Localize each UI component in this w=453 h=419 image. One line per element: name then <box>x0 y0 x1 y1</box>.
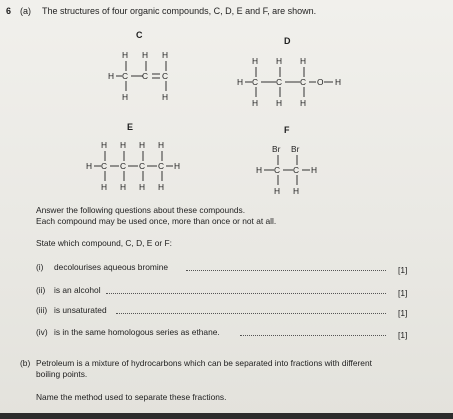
atom-c: C <box>101 161 108 171</box>
atom-h: H <box>311 165 318 175</box>
part-iv-mark: [1] <box>398 330 408 340</box>
atom-c: C <box>158 161 165 171</box>
answer-line-ii[interactable] <box>106 293 386 294</box>
instruction-line-3: State which compound, C, D, E or F: <box>36 238 172 248</box>
part-iv-text: is in the same homologous series as ethane. <box>54 327 220 337</box>
answer-line-i[interactable] <box>186 270 386 271</box>
atom-c: C <box>300 77 307 87</box>
atom-h: H <box>300 56 307 66</box>
atom-h: H <box>158 140 165 150</box>
atom-h: H <box>276 98 283 108</box>
part-iii-text: is unsaturated <box>54 305 107 315</box>
atom-br: Br <box>272 144 281 154</box>
atom-c: C <box>274 165 281 175</box>
part-i-mark: [1] <box>398 265 408 275</box>
instruction-line-2: Each compound may be used once, more than once or not at all. <box>36 216 277 226</box>
atom-h: H <box>252 56 259 66</box>
part-i-text: decolourises aqueous bromine <box>54 262 169 272</box>
part-i-number: (i) <box>36 262 44 272</box>
part-iii-number: (iii) <box>36 305 48 315</box>
atom-h: H <box>101 140 108 150</box>
atom-c: C <box>293 165 300 175</box>
compound-label-e: E <box>127 122 134 132</box>
atom-c: C <box>142 71 149 81</box>
answer-line-iv[interactable] <box>240 335 386 336</box>
compound-label-d: D <box>284 36 291 46</box>
atom-h: H <box>142 50 149 60</box>
atom-h: H <box>274 186 281 196</box>
question-intro: The structures of four organic compounds, C, D, E and F, are shown. <box>42 6 317 16</box>
compound-f-bonds <box>264 155 310 185</box>
part-b-line-2: boiling points. <box>36 369 88 379</box>
atom-h: H <box>335 77 342 87</box>
part-b-line-1: Petroleum is a mixture of hydrocarbons which can be separated into fractions with different <box>36 358 372 368</box>
atom-h: H <box>101 182 108 192</box>
compound-label-c: C <box>136 30 143 40</box>
atom-h: H <box>174 161 181 171</box>
part-ii-text: is an alcohol <box>54 285 101 295</box>
question-number: 6 <box>6 6 12 16</box>
instruction-line-1: Answer the following questions about these compounds. <box>36 205 246 215</box>
atom-o: O <box>317 77 324 87</box>
desk-edge <box>0 413 453 419</box>
atom-h: H <box>276 56 283 66</box>
atom-h: H <box>158 182 165 192</box>
part-a-label: (a) <box>20 6 31 16</box>
atom-h: H <box>108 71 115 81</box>
atom-h: H <box>122 92 129 102</box>
atom-c: C <box>139 161 146 171</box>
part-ii-mark: [1] <box>398 288 408 298</box>
atom-c: C <box>120 161 127 171</box>
atom-br: Br <box>291 144 300 154</box>
part-ii-number: (ii) <box>36 285 46 295</box>
atom-h: H <box>120 140 127 150</box>
part-b-line-3: Name the method used to separate these fractions. <box>36 392 227 402</box>
atom-h: H <box>252 98 259 108</box>
atom-h: H <box>300 98 307 108</box>
answer-line-iii[interactable] <box>116 313 386 314</box>
atom-h: H <box>139 182 146 192</box>
part-iii-mark: [1] <box>398 308 408 318</box>
atom-h: H <box>237 77 244 87</box>
compound-label-f: F <box>284 125 290 135</box>
atom-h: H <box>162 92 169 102</box>
atom-h: H <box>256 165 263 175</box>
atom-c: C <box>122 71 129 81</box>
atom-c: C <box>162 71 169 81</box>
atom-c: C <box>252 77 259 87</box>
atom-h: H <box>139 140 146 150</box>
atom-h: H <box>162 50 169 60</box>
atom-h: H <box>86 161 93 171</box>
atom-h: H <box>122 50 129 60</box>
atom-c: C <box>276 77 283 87</box>
atom-h: H <box>293 186 300 196</box>
part-b-number: (b) <box>20 358 31 368</box>
part-iv-number: (iv) <box>36 327 48 337</box>
atom-h: H <box>120 182 127 192</box>
